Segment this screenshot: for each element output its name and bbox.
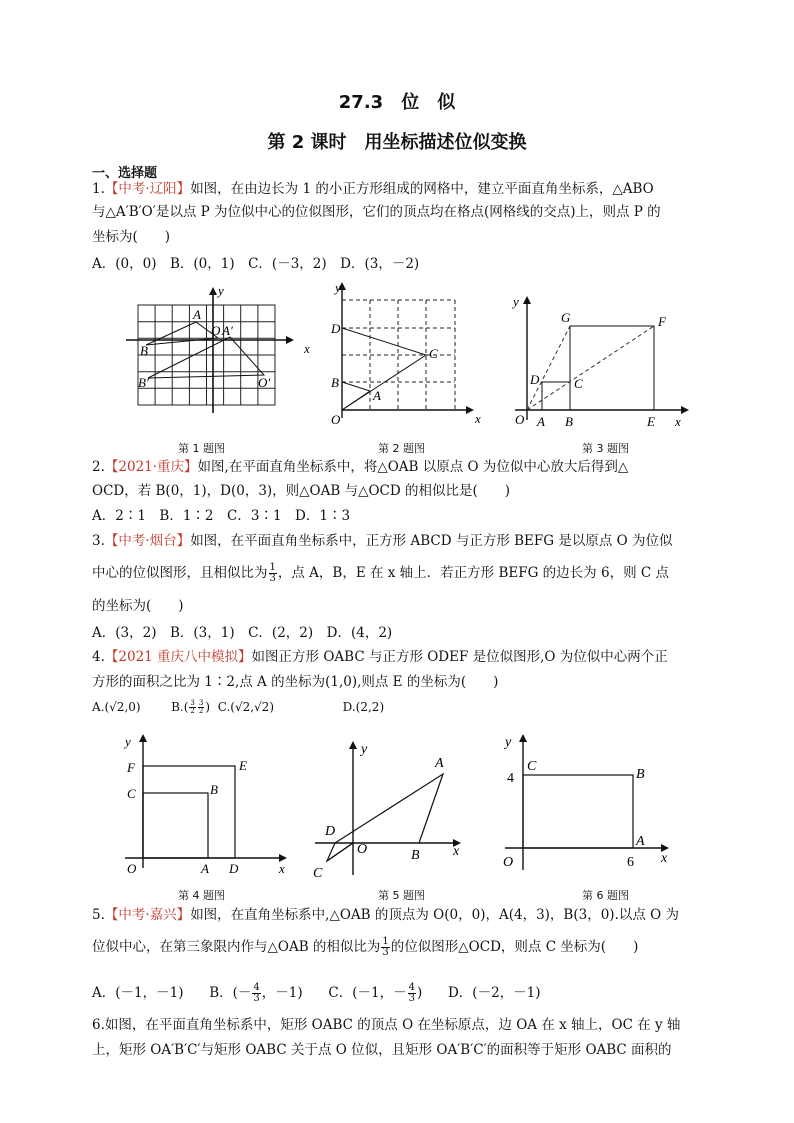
fig4-label-e: E [239, 758, 247, 773]
fig4-label-y: y [125, 734, 131, 749]
q5-options: A．(－1，－1) B．(－ $\frac{4}{3}$ ，－1) C．(－1，－ $\frac{4}{3}$ ) D．(－2，－1) [92, 982, 541, 1004]
fig6-label-6: 6 [627, 855, 634, 870]
fig3-label-a: A [537, 414, 545, 429]
q6-line1: 6.如图，在平面直角坐标系中，矩形 OABC 的顶点 O 在坐标原点，边 OA 在 x 轴上，OC 在 y 轴 [92, 1017, 681, 1033]
fig1-label-o-prime: O′ [258, 375, 271, 390]
fig5-label-y: y [361, 742, 368, 757]
fig3-dash-og [527, 326, 570, 410]
fig3-label-g: G [561, 310, 571, 325]
q1-line1: 1.【中考·辽阳】如图，在由边长为 1 的小正方形组成的网格中，建立平面直角坐标系，△ABO [92, 181, 654, 197]
fig2-label-o: O [331, 412, 341, 427]
fig3-label-d: D [530, 372, 540, 387]
fig1-x-arrow [286, 336, 294, 344]
q5-line2: 位似中心，在第三象限内作与△OAB 的相似比为 $\frac{1}{3}$ 的位似图形△OCD，则点 C 坐标为( ) [92, 936, 639, 958]
fig2-label-y: y [335, 280, 341, 295]
q5-line1: 5.【中考·嘉兴】如图，在直角坐标系中,△OAB 的顶点为 O(0，0)，A(4，3)，B(3，0).以点 O 为 [92, 907, 679, 923]
fig3-dash-of [527, 326, 654, 410]
fig3-caption: 第 3 题图 [582, 442, 629, 455]
fig6-caption: 第 6 题图 [582, 889, 629, 902]
figure-1 [118, 283, 308, 418]
fig1-y-arrow [209, 287, 217, 295]
fig6-rect-oabc [523, 775, 633, 848]
fig1-label-b-prime: B′ [138, 375, 149, 390]
fig1-caption: 第 1 题图 [178, 442, 225, 455]
fig2-label-d: D [331, 321, 341, 336]
fig2-dashed-grid [342, 300, 455, 410]
figure-5 [307, 735, 477, 885]
fig3-label-c: C [574, 376, 583, 391]
figure-2 [325, 278, 485, 430]
q2-options: A．2∶1 B．1∶2 C．3∶1 D．1∶3 [92, 508, 351, 524]
fig4-square-odef [143, 766, 235, 858]
q3-options: A．(3，2) B．(3，1) C．(2，2) D．(4，2) [92, 625, 393, 641]
fig3-label-x: x [675, 414, 681, 429]
fig4-label-o: O [127, 861, 137, 876]
fig2-label-a: A [373, 388, 381, 403]
fig5-label-c: C [313, 866, 323, 881]
q1-line3: 坐标为( ) [92, 229, 171, 245]
fig3-square-befg [570, 326, 654, 410]
fig5-label-x: x [453, 844, 460, 859]
fig6-label-x: x [661, 851, 668, 866]
fig4-label-b: B [210, 782, 218, 797]
q1-options: A．(0，0) B．(0，1) C．(－3，2) D．(3，－2) [92, 256, 420, 272]
fig3-label-o: O [515, 412, 525, 427]
q4-line2: 方形的面积之比为 1∶2,点 A 的坐标为(1,0),则点 E 的坐标为( ) [92, 674, 499, 690]
q3-line2: 中心的位似图形，且相似比为 $\frac{1}{3}$ ，点 A，B，E 在 x 轴上．若正方形 BEFG 的边长为 6，则 C 点 [92, 562, 669, 584]
q1-line2: 与△A′B′O′是以点 P 为位似中心的位似图形，它们的顶点均在格点(网格线的交点)上，则点 P 的 [92, 204, 661, 220]
fig1-label-b: B [140, 343, 148, 358]
q6-line2: 上，矩形 OA′B′C′与矩形 OABC 关于点 O 位似，且矩形 OA′B′C′的面积等于矩形 OABC 面积的 [92, 1042, 672, 1058]
fig5-label-a: A [435, 756, 444, 771]
q2-line1: 2.【2021·重庆】如图,在平面直角坐标系中，将△OAB 以原点 O 为位似中心放大后得到△ [92, 459, 629, 475]
fig6-label-4: 4 [507, 771, 514, 786]
fig4-label-c: C [127, 786, 136, 801]
fig5-triangle-oab [335, 774, 443, 843]
q4-line1: 4.【2021 重庆八中模拟】如图正方形 OABC 与正方形 ODEF 是位似图形,O 为位似中心两个正 [92, 649, 668, 665]
fig1-label-y: y [218, 283, 224, 298]
fig6-label-o: O [503, 855, 514, 870]
section-heading: 一、选择题 [92, 166, 158, 181]
page-title: 27.3 位 似 [338, 92, 456, 113]
figure-3 [507, 292, 697, 430]
fig2-label-c: C [429, 346, 438, 361]
fig6-label-a: A [636, 834, 645, 849]
q4-options: A.(√2,0) B.( $\frac{3}{2}$ $\frac{3}{2}$ ) C.(√2,√2) D.(2,2) [92, 699, 385, 715]
fig3-label-y: y [513, 294, 519, 309]
fig2-caption: 第 2 题图 [378, 442, 425, 455]
fig5-caption: 第 5 题图 [378, 889, 425, 902]
q3-line3: 的坐标为( ) [92, 598, 184, 614]
fig4-label-x: x [279, 861, 285, 876]
fig4-label-d: D [229, 861, 239, 876]
page-subtitle: 第 2 课时 用坐标描述位似变换 [267, 132, 527, 153]
fig2-label-b: B [331, 375, 339, 390]
fig1-label-o: O [211, 323, 221, 338]
fig4-label-f: F [127, 760, 135, 775]
fig1-label-x: x [304, 341, 310, 356]
fig5-label-b: B [411, 848, 420, 863]
fig4-caption: 第 4 题图 [178, 889, 225, 902]
fig1-label-a-prime: A′ [222, 323, 233, 338]
fig3-label-b: B [565, 414, 573, 429]
fig6-label-b: B [636, 767, 645, 782]
fig5-label-o: O [357, 842, 368, 857]
figure-4 [115, 730, 295, 880]
fig2-triangle-ocd [342, 328, 426, 410]
fig5-label-d: D [325, 824, 336, 839]
q2-line2: OCD，若 B(0，1)，D(0，3)，则△OAB 与△OCD 的相似比是( ) [92, 483, 511, 499]
figure-6 [497, 730, 682, 880]
fig6-label-c: C [527, 759, 537, 774]
fig3-label-e: E [647, 414, 655, 429]
fig1-grid [138, 305, 275, 405]
fig3-label-f: F [658, 314, 666, 329]
fig1-label-a: A [193, 307, 201, 322]
fig2-triangle-oab [342, 382, 370, 410]
fig6-label-y: y [505, 735, 512, 750]
fig4-square-oabc [143, 793, 208, 858]
fig3-square-abcd [542, 382, 570, 410]
q3-line1: 3.【中考·烟台】如图，在平面直角坐标系中，正方形 ABCD 与正方形 BEFG 是以原点 O 为位似 [92, 533, 673, 549]
fig4-label-a: A [201, 861, 209, 876]
fig2-label-x: x [475, 411, 481, 426]
